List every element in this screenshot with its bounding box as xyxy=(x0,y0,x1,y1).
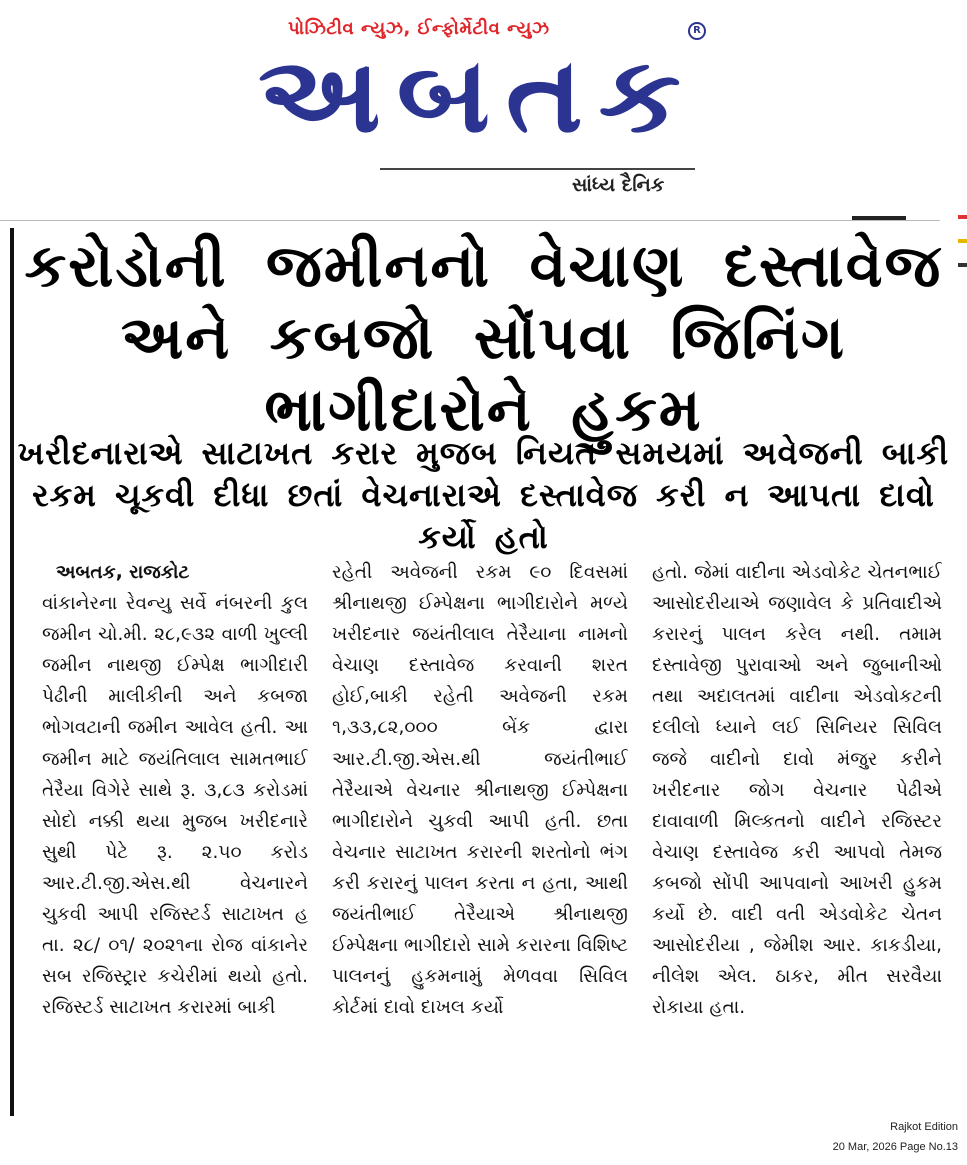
masthead xyxy=(0,0,967,222)
date-page-label: 20 Mar, 2026 Page No.13 xyxy=(832,1141,958,1153)
article-left-rule xyxy=(10,228,14,1116)
article-paragraph: હતો. જેમાં વાદીના એડવોકેટ ચેતનભાઈ આસોદરીયાએ જણાવેલ કે પ્રતિવાદીએ કરારનું પાલન કરેલ નથી. તમામ દસ્તાવેજી પુરાવાઓ અને જુબાનીઓ તથા અદાલતમાં વાદીના એડવોકટની દલીલો ધ્યાને લઈ સિનિયર સિવિલ જજે વાદીનો દાવો મંજુર કરીને ખરીદનાર જોગ વેચનાર પેઢીએ દાવાવાળી મિલ્કતનો વાદીને રજિસ્ટર વેચાણ દસ્તાવેજ કરી આપવો તેમજ કબજો સોંપી આપવાનો આખરી હુકમ કર્યો છે. વાદી વતી એડવોકેટ ચેતન આસોદરીયા , જેમીશ આર. કાકડીયા, નીલેશ એલ. ઠાકર, મીત સરવૈયા રોકાયા હતા. xyxy=(652,562,942,1019)
article-body xyxy=(16,557,951,1110)
article-subheadline: ખરીદનારાએ સાટાખત કરાર મુજબ નિયત સમયમાં અવેજની બાકી રકમ ચૂકવી દીધા છતાં વેચનારાએ દસ્તાવેજ કરી ન આપતા દાવો કર્યો હતો xyxy=(17,434,950,556)
adjacent-page-edge xyxy=(958,215,967,305)
masthead-subtitle: સાંધ્ય દૈનિક xyxy=(572,174,665,196)
article-paragraph: રહેતી અવેજની રકમ ૯૦ દિવસમાં શ્રીનાથજી ઈમ્પેક્ષના ભાગીદારોને મળ્યે ખરીદનાર જયંતીલાલ તેરૈયાના નામનો વેચાણ દસ્તાવેજ કરવાની શરત હોઈ,બાકી રહેતી અવેજની રકમ ૧,૩૩,૮૨,૦૦૦ બેંક દ્વારા આર.ટી.જી.એસ.થી જયંતીભાઈ તેરૈયાએ વેચનાર શ્રીનાથજી ઈમ્પેક્ષના ભાગીદારોને ચુકવી આપી હતી. છતા વેચનાર સાટાખત કરારની શરતોનો ભંગ કરી કરારનું પાલન કરતા ન હતા, આથી જયંતીભાઈ તેરૈયાએ શ્રીનાથજી ઈમ્પેક્ષના ભાગીદારો સામે કરારના વિશિષ્ટ પાલનનું હુકમનામું મેળવવા સિવિલ કોર્ટમાં દાવો દાખલ કર્યો xyxy=(332,562,628,1019)
article-headline: કરોડોની જમીનનો વેચાણ દસ્તાવેજ અને કબજો સોંપવા જિનિંગ ભાગીદારોને હુકમ xyxy=(24,231,943,444)
newspaper-logo: અબતક xyxy=(258,34,697,156)
page-divider xyxy=(0,220,940,221)
article-paragraph: વાંકાનેરના રેવન્યુ સર્વે નંબરની કુલ જમીન ચો.મી. ૨૮,૯૩૨ વાળી ખુલ્લી જમીન નાથજી ઈમ્પેક્ષ ભાગીદારી પેઢીની માલીકીની અને કબજા ભોગવટાની જમીન આવેલ હતી. આ જમીન માટે જયંતિલાલ સામતભાઈ તેરૈયા વિગેરે સાથે રૂ. ૩,૮૩ કરોડમાં સોદો નક્કી થયા મુજબ ખરીદનારે સુથી પેટે રૂ. ૨.૫૦ કરોડ આર.ટી.જી.એસ.થી વેચનારને ચુકવી આપી રજિસ્ટર્ડ સાટાખત હ તા. ૨૮/ ૦૧/ ૨૦૨૧ના રોજ વાંકાનેર સબ રજિસ્ટ્રાર કચેરીમાં થયો હતો. રજિસ્ટર્ડ સાટાખત કરારમાં બાકી xyxy=(42,593,308,1019)
edition-label: Rajkot Edition xyxy=(890,1121,958,1133)
masthead-divider xyxy=(380,168,695,170)
registered-mark-icon: R xyxy=(688,22,706,40)
masthead-tagline: પોઝિટીવ ન્યુઝ, ઈન્ફોર્મેટીવ ન્યુઝ xyxy=(288,18,550,39)
article-dateline: અબતક, રાજકોટ xyxy=(56,562,190,583)
article-column-3 xyxy=(652,557,942,1110)
article-column-1 xyxy=(16,557,308,1110)
corner-rule xyxy=(852,216,906,220)
article-column-2 xyxy=(332,557,628,1110)
